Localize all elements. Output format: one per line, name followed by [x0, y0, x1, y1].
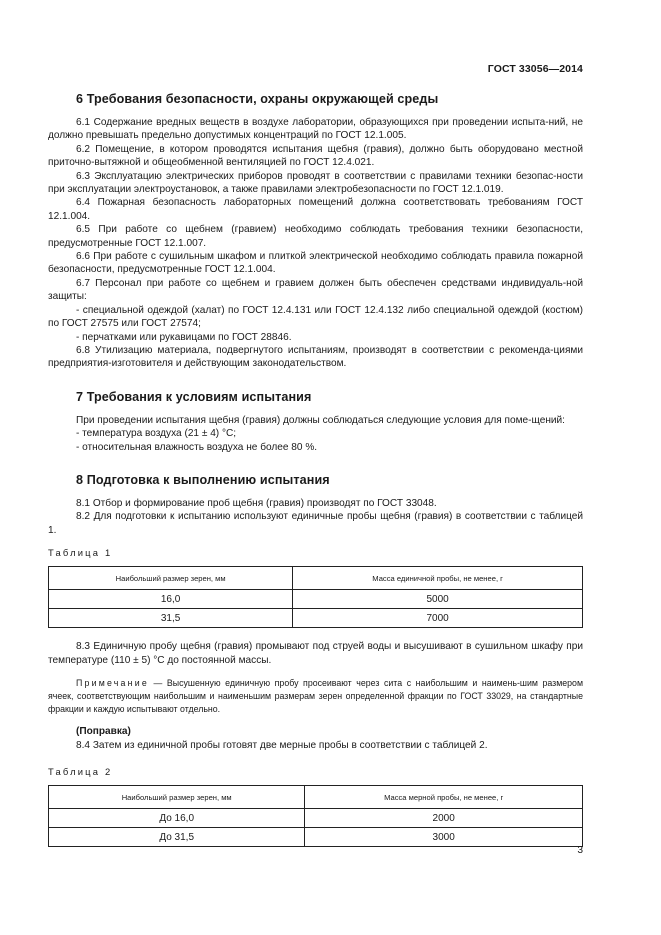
paragraph-6-8: 6.8 Утилизацию материала, подвергнутого испытаниям, производят в соответствии с рекоменда-циями предприятия-изготовителя и действующим законодательством. [48, 344, 583, 370]
table-cell: 31,5 [49, 609, 293, 628]
table-cell: До 16,0 [49, 809, 305, 828]
note-text: — Высушенную единичную пробу просеивают через сита с наибольшим и наимень-шим размером ячеек, соответствующим наибольшим и наименьшим размерам зерен определенной фракции по ГОСТ 33029, на стандартные фракции и каждую испытывают отдельно. [48, 677, 583, 714]
table-2-caption: Таблица 2 [48, 766, 113, 778]
table-row [49, 590, 583, 609]
table-1-header-mass: Масса единичной пробы, не менее, г [293, 567, 583, 590]
standard-header: ГОСТ 33056—2014 [487, 63, 583, 75]
table-2-header-mass: Масса мерной пробы, не менее, г [305, 786, 583, 809]
list-item-gloves: - перчатками или рукавицами по ГОСТ 28846. [76, 331, 292, 343]
page-number: 3 [577, 845, 583, 856]
table-cell: 7000 [293, 609, 583, 628]
paragraph-8-2: 8.2 Для подготовки к испытанию используют единичные пробы щебня (гравия) в соответствии с таблицей 1. [48, 511, 583, 536]
paragraph-6-1: 6.1 Содержание вредных веществ в воздухе лаборатории, образующихся при проведении испыта-ний, не должно превышать предельно допустимых концентраций по ГОСТ 12.1.005. [48, 117, 583, 142]
paragraph-8-3: 8.3 Единичную пробу щебня (гравия) промывают под струей воды и высушивают в сушильном шкафу при температуре (110 ± 5) °С до постоянной массы. [48, 641, 583, 666]
paragraph-8-4: 8.4 Затем из единичной пробы готовят две мерные пробы в соответствии с таблицей 2. [76, 739, 488, 751]
table-cell: 16,0 [49, 590, 293, 609]
paragraph-6-3: 6.3 Эксплуатацию электрических приборов проводят в соответствии с правилами техники безопас-ности при эксплуатации электроустановок, а также правилами электробезопасности по ГОСТ 12.1.019. [48, 170, 583, 196]
note-label: Примечание [76, 677, 149, 688]
table-row [49, 828, 583, 847]
paragraph-6-6: 6.6 При работе с сушильным шкафом и плиткой электрической необходимо соблюдать правила пожарной безопасности, предусмотренные ГОСТ 12.1.004. [48, 251, 583, 276]
table-2 [48, 785, 583, 847]
correction-label: (Поправка) [76, 726, 131, 738]
section-7-title: 7 Требования к условиям испытания [76, 389, 312, 404]
note [48, 677, 583, 715]
table-1-caption: Таблица 1 [48, 547, 113, 559]
paragraph-7-1: При проведении испытания щебня (гравия) должны соблюдаться следующие условия для поме-щений: [76, 414, 565, 426]
table-cell: 2000 [305, 809, 583, 828]
list-item-clothing: - специальной одеждой (халат) по ГОСТ 12.4.131 или ГОСТ 12.4.132 либо специальной одеждой (костюм) по ГОСТ 27575 или ГОСТ 27574; [48, 304, 583, 330]
table-cell: 3000 [305, 828, 583, 847]
section-6-title: 6 Требования безопасности, охраны окружающей среды [76, 92, 439, 106]
paragraph-6-7: 6.7 Персонал при работе со щебнем и гравием должен быть обеспечен средствами индивидуаль-ной защиты: [48, 277, 583, 303]
list-item-temperature: - температура воздуха (21 ± 4) °С; [76, 428, 237, 440]
table-1 [48, 566, 583, 628]
paragraph-8-1: 8.1 Отбор и формирование проб щебня (гравия) производят по ГОСТ 33048. [76, 497, 437, 509]
page-content [48, 92, 583, 847]
paragraph-6-2: 6.2 Помещение, в котором проводятся испытания щебня (гравия), должно быть оборудовано местной приточно-вытяжной и общеобменной вентиляцией по ГОСТ 12.4.021. [48, 143, 583, 169]
list-item-humidity: - относительная влажность воздуха не более 80 %. [76, 441, 318, 453]
table-2-header-size: Наибольший размер зерен, мм [49, 786, 305, 809]
table-cell: 5000 [293, 590, 583, 609]
paragraph-6-5: 6.5 При работе со щебнем (гравием) необходимо соблюдать требования техники безопасности, предусмотренные ГОСТ 12.1.007. [48, 224, 583, 249]
section-8-title: 8 Подготовка к выполнению испытания [76, 472, 330, 487]
paragraph-6-4: 6.4 Пожарная безопасность лабораторных помещений должна соответствовать требованиям ГОСТ 12.1.004. [48, 197, 583, 222]
table-row [49, 609, 583, 628]
table-row [49, 809, 583, 828]
table-cell: До 31,5 [49, 828, 305, 847]
table-1-header-size: Наибольший размер зерен, мм [49, 567, 293, 590]
